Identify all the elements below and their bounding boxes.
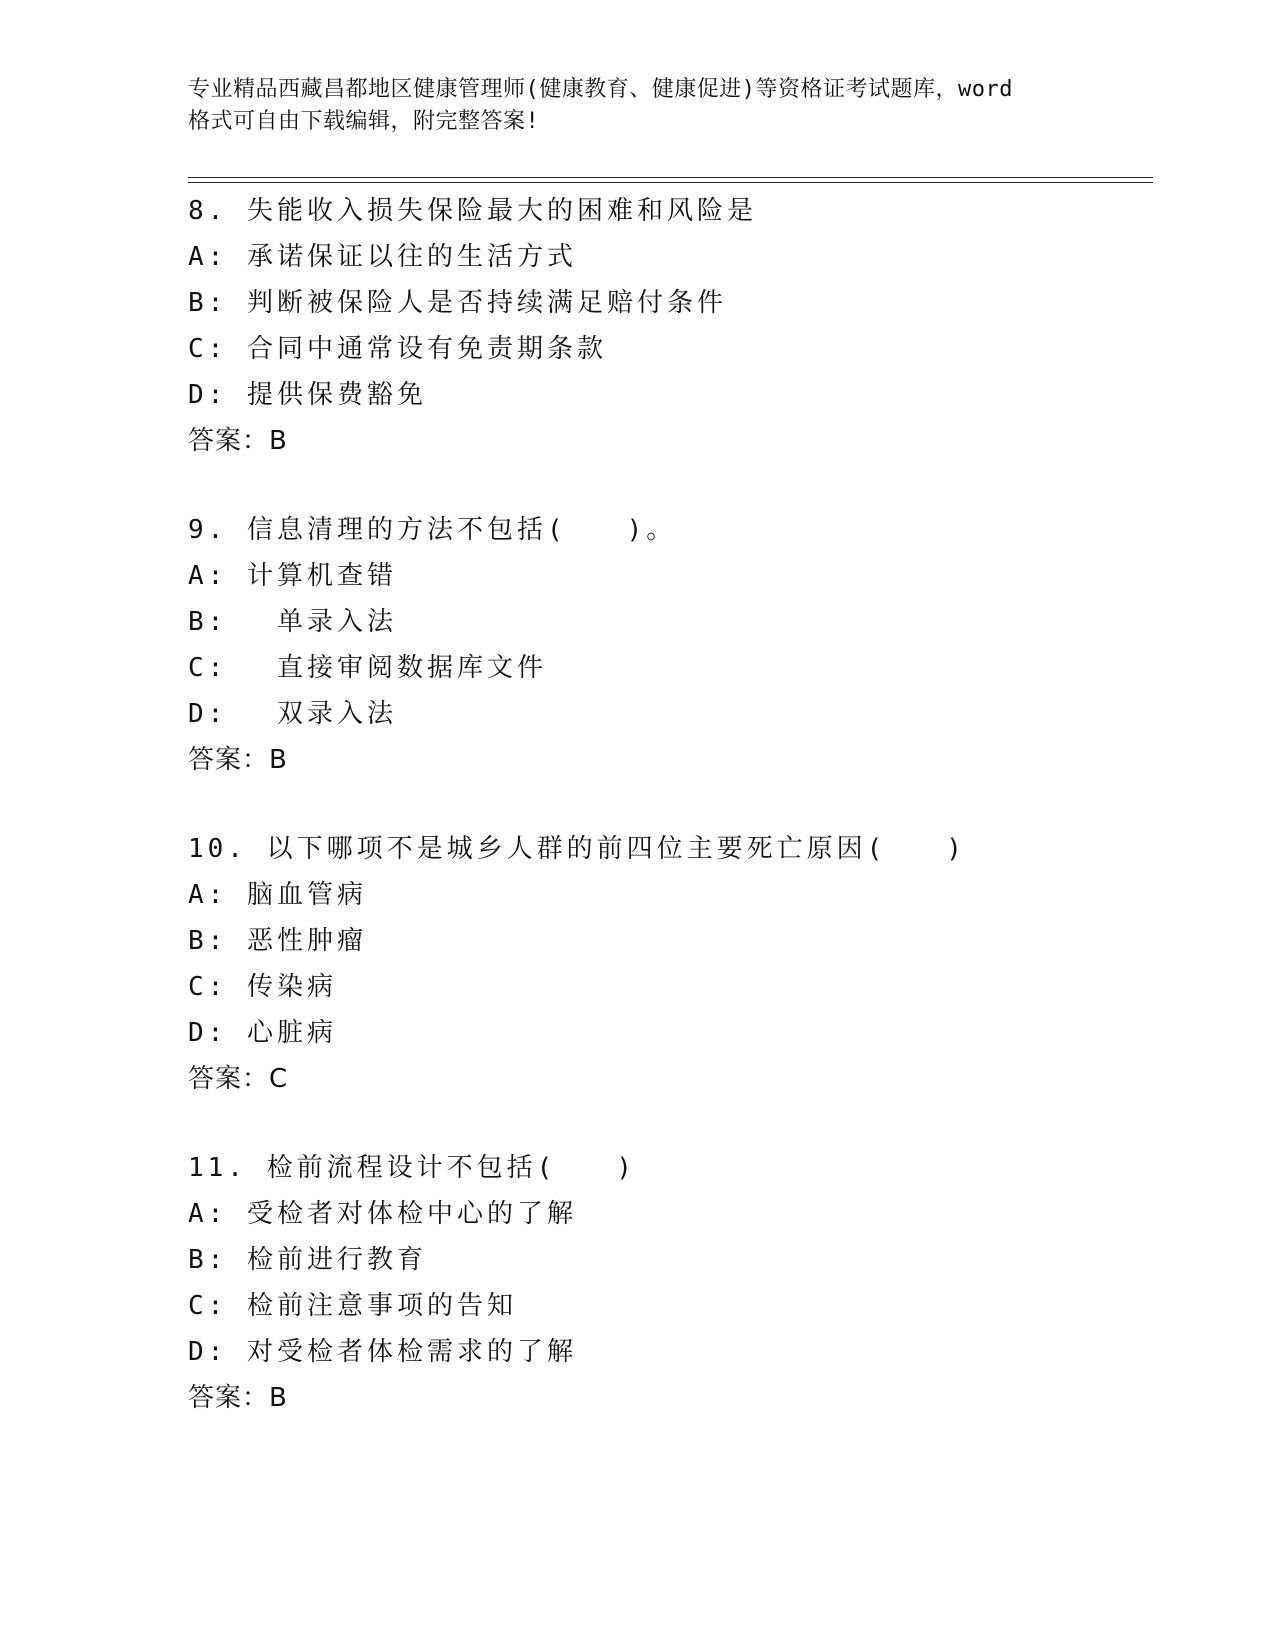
answer-line: 答案：B xyxy=(188,745,288,775)
answer-line: 答案：C xyxy=(188,1064,289,1094)
answer-line: 答案：B xyxy=(188,426,288,456)
option-a: A: 脑血管病 xyxy=(188,880,367,910)
question-stem: 8. 失能收入损失保险最大的困难和风险是 xyxy=(188,196,757,226)
question-stem: 9. 信息清理的方法不包括( )。 xyxy=(188,515,677,545)
option-d: D: 对受检者体检需求的了解 xyxy=(188,1337,577,1367)
question-stem: 11. 检前流程设计不包括( ) xyxy=(188,1153,636,1183)
question-stem: 10. 以下哪项不是城乡人群的前四位主要死亡原因( ) xyxy=(188,834,966,864)
option-c: C: 传染病 xyxy=(188,972,337,1002)
option-a: A: 承诺保证以往的生活方式 xyxy=(188,242,577,272)
question-block xyxy=(188,188,1148,464)
header-line-2: 格式可自由下载编辑，附完整答案! xyxy=(188,109,540,134)
option-c: C: 检前注意事项的告知 xyxy=(188,1291,517,1321)
option-d: D: 双录入法 xyxy=(188,699,397,729)
question-block xyxy=(188,826,1148,1102)
question-block xyxy=(188,507,1148,783)
option-b: B: 恶性肿瘤 xyxy=(188,926,367,956)
option-a: A: 计算机查错 xyxy=(188,561,397,591)
option-c: C: 直接审阅数据库文件 xyxy=(188,653,547,683)
option-c: C: 合同中通常设有免责期条款 xyxy=(188,334,607,364)
document-header xyxy=(188,74,1088,138)
header-divider-top xyxy=(188,177,1153,178)
option-a: A: 受检者对体检中心的了解 xyxy=(188,1199,577,1229)
option-b: B: 单录入法 xyxy=(188,607,397,637)
header-divider-bottom xyxy=(188,182,1153,183)
header-line-1: 专业精品西藏昌都地区健康管理师(健康教育、健康促进)等资格证考试题库，word xyxy=(188,77,1013,102)
question-block xyxy=(188,1145,1148,1421)
option-d: D: 提供保费豁免 xyxy=(188,380,427,410)
answer-line: 答案：B xyxy=(188,1383,288,1413)
option-b: B: 判断被保险人是否持续满足赔付条件 xyxy=(188,288,727,318)
option-d: D: 心脏病 xyxy=(188,1018,337,1048)
option-b: B: 检前进行教育 xyxy=(188,1245,427,1275)
